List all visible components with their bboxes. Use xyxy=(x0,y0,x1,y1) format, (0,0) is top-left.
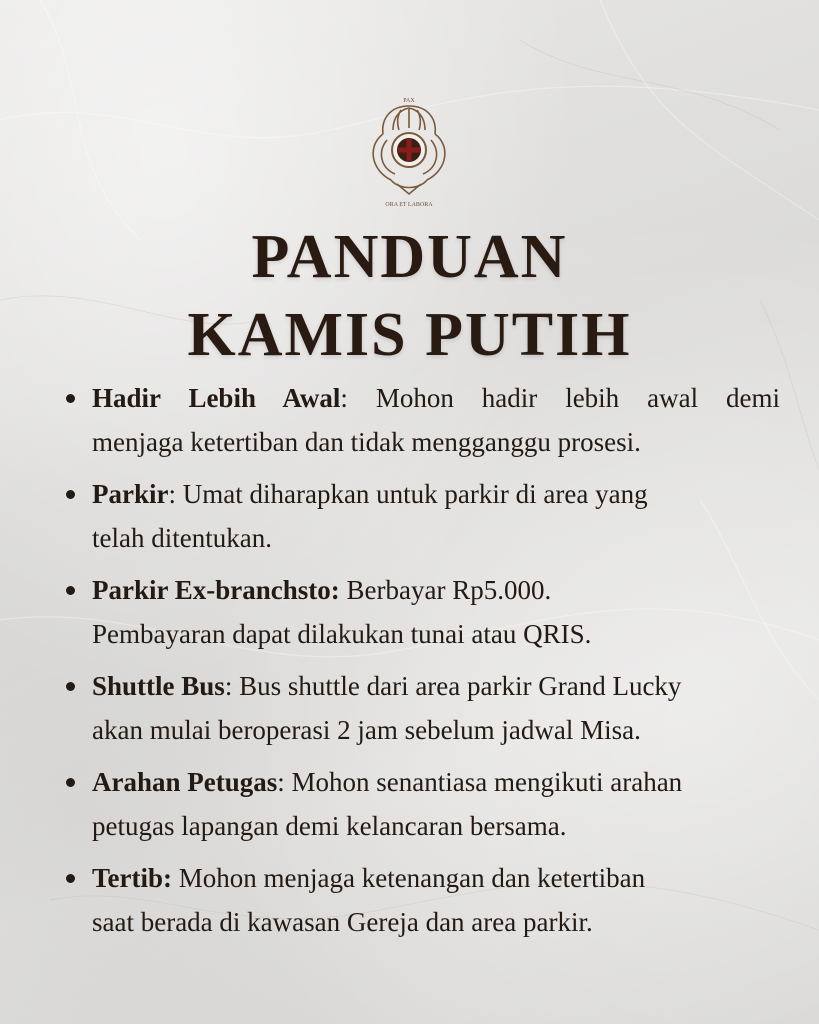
guideline-text: Mohon menjaga ketenangan dan ketertiban xyxy=(172,863,646,893)
bullet-icon xyxy=(66,586,75,595)
guideline-separator: : xyxy=(224,671,233,701)
guideline-heading: Arahan Petugas xyxy=(92,767,278,797)
guideline-separator: : xyxy=(340,383,348,413)
guideline-line-1 xyxy=(92,856,780,900)
guideline-heading: Parkir Ex-branchsto: xyxy=(92,575,340,605)
guideline-separator: : xyxy=(277,767,285,797)
guideline-line-2: saat berada di kawasan Gereja dan area parkir. xyxy=(92,907,593,937)
guideline-heading: Tertib: xyxy=(92,863,172,893)
bullet-icon xyxy=(66,874,75,883)
guideline-line-1 xyxy=(92,664,780,708)
bullet-icon xyxy=(66,394,75,403)
guideline-item-tertib xyxy=(60,856,780,944)
bullet-icon xyxy=(66,778,75,787)
guideline-heading: Shuttle Bus xyxy=(92,671,225,701)
guideline-item-arahan-petugas xyxy=(60,760,780,848)
svg-text:PAX: PAX xyxy=(403,98,415,104)
guideline-line-2: Pembayaran dapat dilakukan tunai atau QRIS. xyxy=(92,619,592,649)
guideline-text: Mohon senantiasa mengikuti arahan xyxy=(284,767,683,797)
page-title-line-2: KAMIS PUTIH xyxy=(187,301,632,369)
guideline-item-shuttle-bus xyxy=(60,664,780,752)
guideline-item-parkir xyxy=(60,472,780,560)
guideline-separator: : xyxy=(168,479,176,509)
guideline-line-2: menjaga ketertiban dan tidak mengganggu prosesi. xyxy=(92,427,641,457)
guideline-line-2: petugas lapangan demi kelancaran bersama. xyxy=(92,811,567,841)
guideline-text: Berbayar Rp5.000. xyxy=(339,575,552,605)
guideline-heading: Parkir xyxy=(92,479,169,509)
guideline-line-1 xyxy=(92,472,780,516)
guideline-text: Mohon hadir lebih awal demi xyxy=(347,383,780,413)
guideline-line-1 xyxy=(92,568,780,612)
guideline-item-hadir-lebih-awal xyxy=(60,376,780,464)
church-logo xyxy=(361,94,457,208)
guideline-text: Bus shuttle dari area parkir Grand Lucky xyxy=(232,671,682,701)
guideline-line-1 xyxy=(92,376,780,420)
guideline-line-2: akan mulai beroperasi 2 jam sebelum jadwal Misa. xyxy=(92,715,641,745)
page-title-line-1: PANDUAN xyxy=(251,223,568,291)
bullet-icon xyxy=(66,682,75,691)
guideline-heading: Hadir Lebih Awal xyxy=(92,383,341,413)
guideline-line-2: telah ditentukan. xyxy=(92,523,272,553)
guideline-item-parkir-ex-branchsto xyxy=(60,568,780,656)
shell-cross-emblem-icon xyxy=(361,94,457,208)
bullet-icon xyxy=(66,490,75,499)
svg-text:ORA ET LABORA: ORA ET LABORA xyxy=(385,202,433,208)
guideline-text: Umat diharapkan untuk parkir di area yang xyxy=(176,479,648,509)
guideline-line-1 xyxy=(92,760,780,804)
guideline-list xyxy=(60,376,780,952)
